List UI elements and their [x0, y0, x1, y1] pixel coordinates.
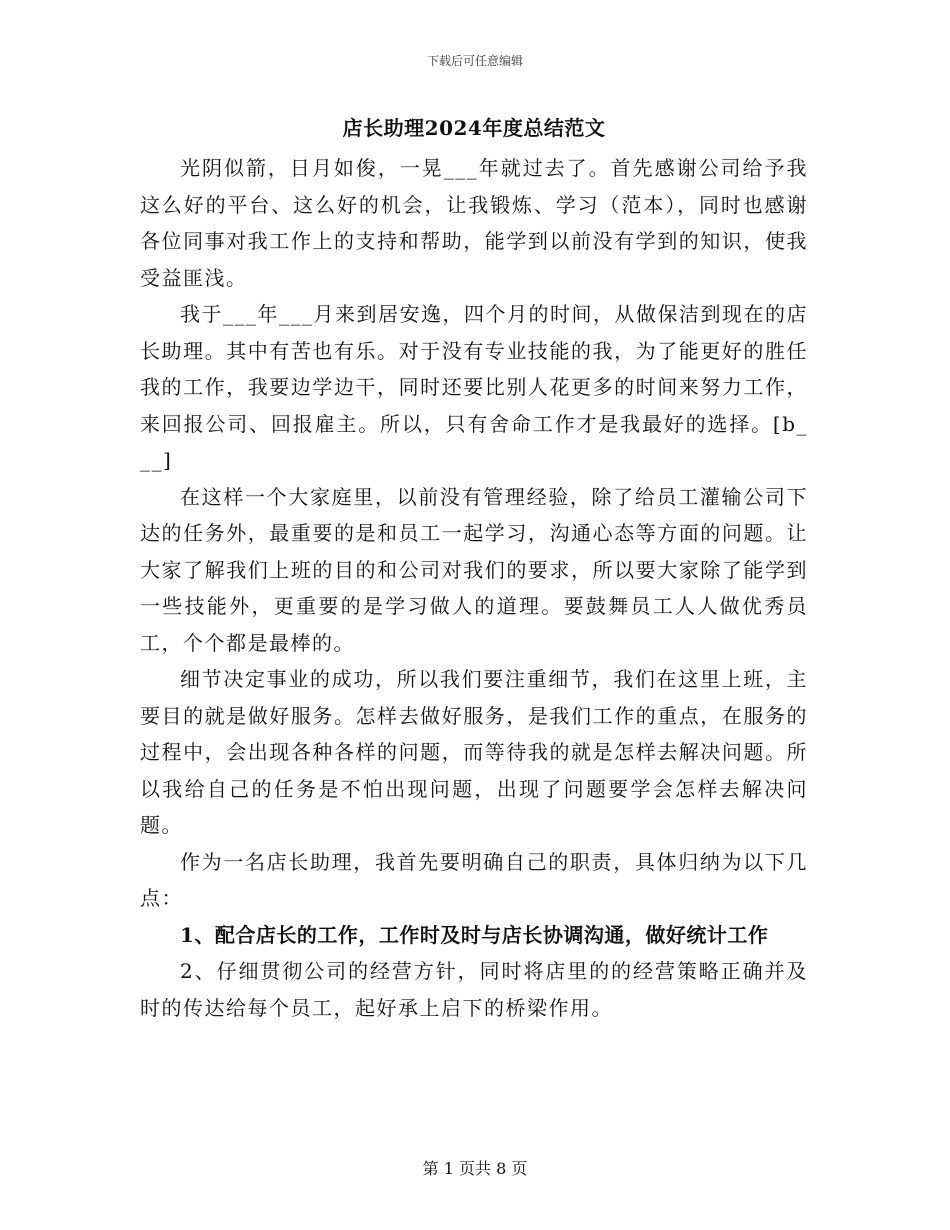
paragraph-background: 我于___年___月来到居安逸，四个月的时间，从做保洁到现在的店长助理。其中有苦也有乐。对于没有专业技能的我，为了能更好的胜任我的工作，我要边学边干，同时还要比别人花更多的时间来努力工作，来回报公司、回报雇主。所以，只有舍命工作才是我最好的选择。[b___]	[140, 302, 808, 472]
header-note: 下载后可任意编辑	[426, 54, 523, 68]
paragraph-duties-intro: 作为一名店长助理，我首先要明确自己的职责，具体归纳为以下几点：	[140, 849, 808, 910]
paragraph-intro: 光阴似箭，日月如俊，一晃___年就过去了。首先感谢公司给予我这么好的平台、这么好的机会，让我锻炼、学习（范本），同时也感谢各位同事对我工作上的支持和帮助，能学到以前没有学到的知识，使我受益匪浅。	[140, 156, 808, 290]
page-footer: 第 1 页共 8 页	[422, 1159, 528, 1178]
document-body	[140, 108, 808, 1026]
document-title: 店长助理2024年度总结范文	[342, 116, 606, 140]
duty-item-2: 2、仔细贯彻公司的经营方针，同时将店里的的经营策略正确并及时的传达给每个员工，起好承上启下的桥梁作用。	[140, 959, 808, 1020]
paragraph-details: 细节决定事业的成功，所以我们要注重细节，我们在这里上班，主要目的就是做好服务。怎样去做好服务，是我们工作的重点，在服务的过程中，会出现各种各样的问题，而等待我的就是怎样去解决问题。所以我给自己的任务是不怕出现问题，出现了问题要学会怎样去解决问题。	[140, 667, 808, 837]
duty-item-1: 1、配合店长的工作，工作时及时与店长协调沟通，做好统计工作	[180, 922, 769, 947]
paragraph-team: 在这样一个大家庭里，以前没有管理经验，除了给员工灌输公司下达的任务外，最重要的是和员工一起学习，沟通心态等方面的问题。让大家了解我们上班的目的和公司对我们的要求，所以要大家除了能学到一些技能外，更重要的是学习做人的道理。要鼓舞员工人人做优秀员工，个个都是最棒的。	[140, 484, 808, 655]
